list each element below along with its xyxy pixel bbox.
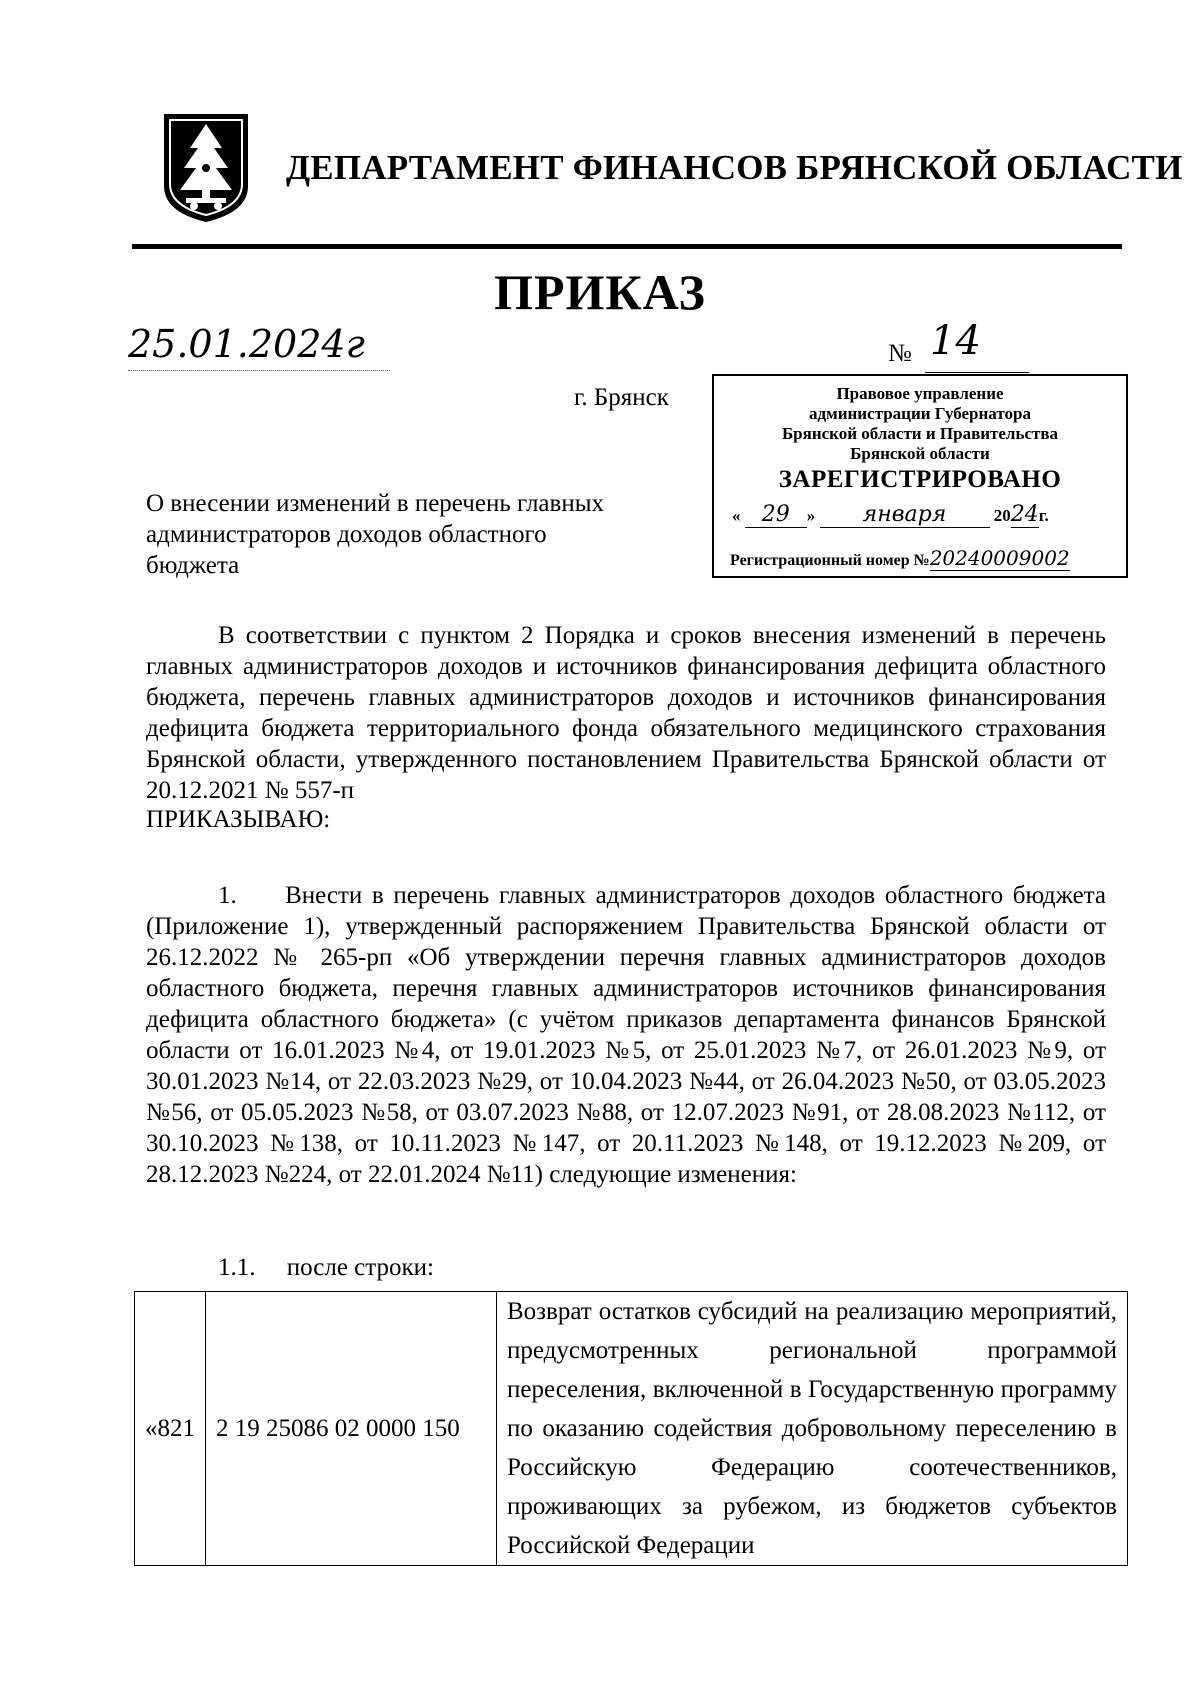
kbk-code-cell: 2 19 25086 02 0000 150 bbox=[206, 1292, 497, 1566]
stamp-date: « 29 » января 2024г. bbox=[732, 502, 1049, 527]
handwritten-number: 14 bbox=[930, 318, 981, 364]
preamble-paragraph: В соответствии с пунктом 2 Порядка и сроков внесения изменений в перечень главных администраторов доходов и источников финансирования дефицита областного бюджета, перечень главных администраторов доходов и источников финансирования дефицита бюджета территориального фонда обязательного медицинского страхования Брянской области, утвержденного постановлением Правительства Брянской области от 20.12.2021 № 557-п bbox=[146, 622, 1106, 804]
stamp-line-2: администрации Губернатора bbox=[809, 404, 1031, 423]
decree-word: ПРИКАЗЫВАЮ: bbox=[146, 806, 331, 833]
item-1-1-paragraph: 1.1. после строки: bbox=[218, 1254, 434, 1281]
number-underline bbox=[925, 372, 1029, 373]
handwritten-date: 25.01.2024г bbox=[128, 322, 365, 366]
document-type-title: ПРИКАЗ bbox=[494, 264, 706, 320]
stamp-reg-label: Регистрационный номер № bbox=[730, 552, 930, 569]
date-underline bbox=[128, 370, 390, 371]
admin-code-cell: «821 bbox=[135, 1292, 206, 1566]
registration-stamp bbox=[712, 374, 1128, 578]
stamp-year-prefix: 20 bbox=[993, 506, 1011, 525]
stamp-line-1: Правовое управление bbox=[836, 384, 1004, 403]
coat-of-arms-emblem bbox=[160, 108, 252, 224]
number-label: № bbox=[888, 340, 912, 367]
stamp-year-unit: г. bbox=[1038, 506, 1049, 525]
document-subject: О внесении изменений в перечень главных администраторов доходов областного бюджета bbox=[146, 490, 605, 579]
stamp-status: ЗАРЕГИСТРИРОВАНО bbox=[778, 466, 1062, 493]
stamp-month: января bbox=[820, 502, 990, 528]
stamp-line-3: Брянской области и Правительства bbox=[781, 424, 1059, 443]
stamp-line-4: Брянской области bbox=[850, 444, 990, 463]
item-1-paragraph: 1. Внести в перечень главных администраторов доходов областного бюджета (Приложение 1), утвержденный распоряжением Правительства Брянской области от 26.12.2022 № 265-рп «Об утверждении перечня главных администраторов доходов областного бюджета, перечня главных администраторов источников финансирования дефицита областного бюджета» (с учётом приказов департамента финансов Брянской области от 16.01.2023 №4, от 19.01.2023 №5, от 25.01.2023 №7, от 26.01.2023 №9, от 30.01.2023 №14, от 22.03.2023 №29, от 10.04.2023 №44, от 26.04.2023 №50, от 03.05.2023 №56, от 05.05.2023 №58, от 03.07.2023 №88, от 12.07.2023 №91, от 28.08.2023 №112, от 30.10.2023 №138, от 10.11.2023 №147, от 20.11.2023 №148, от 19.12.2023 №209, от 28.12.2023 №224, от 22.01.2024 №11) следующие изменения: bbox=[146, 882, 1113, 1188]
stamp-day: 29 bbox=[745, 502, 807, 528]
department-title: ДЕПАРТАМЕНТ ФИНАНСОВ БРЯНСКОЙ ОБЛАСТИ bbox=[286, 148, 1183, 187]
description-cell: Возврат остатков субсидий на реализацию мероприятий, предусмотренных региональной программой переселения, включенной в Государственную программу по оказанию содействия добровольному переселению в Российскую Федерацию соотечественников, проживающих за рубежом, из бюджетов субъектов Российской Федерации bbox=[497, 1292, 1128, 1566]
header-divider bbox=[132, 244, 1122, 249]
city-label: г. Брянск bbox=[574, 384, 669, 411]
stamp-year-suffix: 24 bbox=[1010, 502, 1039, 527]
stamp-registration bbox=[730, 546, 1070, 571]
budget-code-table bbox=[134, 1291, 1128, 1566]
stamp-reg-number: 20240009002 bbox=[929, 546, 1070, 570]
table-row bbox=[135, 1292, 1128, 1566]
